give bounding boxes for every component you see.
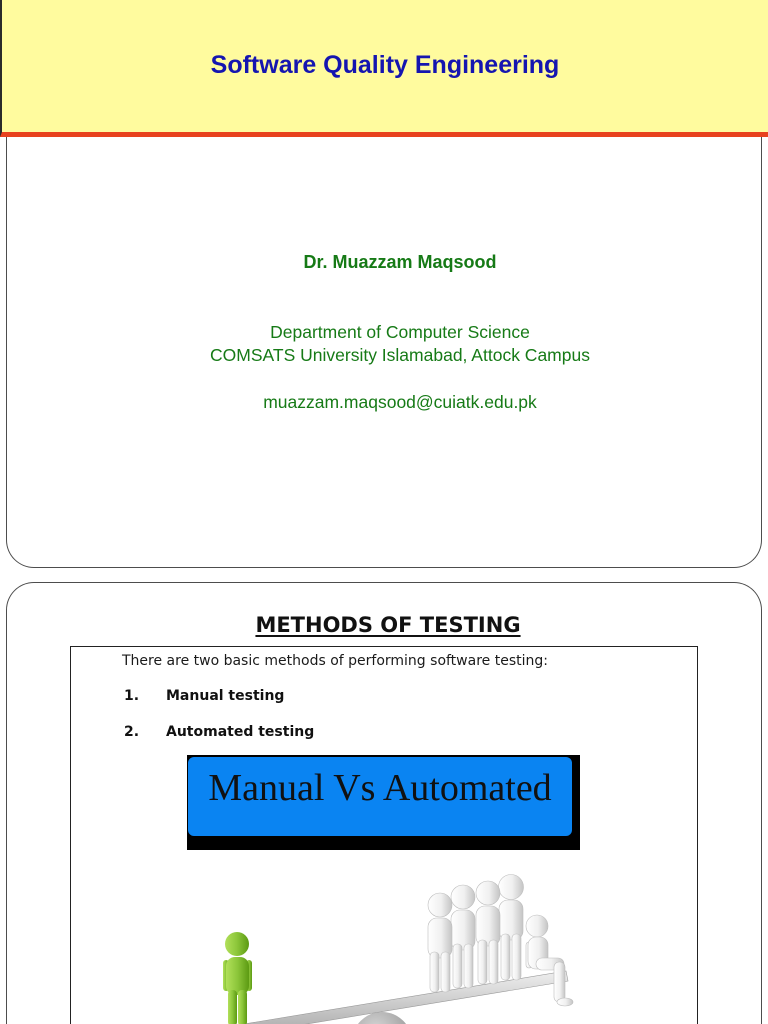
white-figure-head xyxy=(451,885,475,909)
list-item-label: Manual testing xyxy=(166,688,285,704)
white-figure-leg xyxy=(441,952,450,992)
white-figure-head xyxy=(526,915,548,937)
white-figure-leg xyxy=(453,944,462,988)
white-figure-leg xyxy=(489,940,498,984)
course-title: Software Quality Engineering xyxy=(210,51,560,79)
list-item-number: 2. xyxy=(124,724,140,740)
title-slide-header xyxy=(0,0,768,137)
white-figure xyxy=(476,881,500,984)
methods-slide-title: METHODS OF TESTING xyxy=(255,613,521,637)
manual-vs-automated-banner xyxy=(188,757,572,836)
white-figure xyxy=(499,875,524,981)
white-figure-leg xyxy=(512,934,521,980)
list-item xyxy=(71,723,697,741)
white-figure-head xyxy=(499,875,524,900)
white-figure-torso xyxy=(499,900,523,940)
list-item-label: Automated testing xyxy=(166,724,315,740)
list-item xyxy=(71,687,697,705)
green-figure-leg xyxy=(238,990,247,1024)
green-figure-head xyxy=(225,932,249,956)
department-name: Department of Computer Science xyxy=(270,322,530,342)
white-figure-head xyxy=(476,881,500,905)
institution-name: COMSATS University Islamabad, Attock Campus xyxy=(210,345,590,365)
white-figure-leg xyxy=(430,952,439,992)
green-figure xyxy=(223,932,252,1024)
white-figure-shin xyxy=(554,962,565,1002)
white-figure-leg xyxy=(501,934,510,980)
methods-content-box xyxy=(70,646,698,1024)
white-figure-leg xyxy=(478,940,487,984)
white-figure-torso xyxy=(476,906,500,946)
white-figure xyxy=(428,893,452,992)
sitting-white-figure xyxy=(526,915,573,1006)
white-figure-leg xyxy=(464,944,473,988)
green-figure-leg xyxy=(228,990,237,1024)
banner-text: Manual Vs Automated xyxy=(208,767,552,809)
white-figure-torso xyxy=(428,918,452,958)
white-figure xyxy=(451,885,475,988)
seesaw-illustration xyxy=(71,871,697,1024)
white-figure-torso xyxy=(451,910,475,950)
green-figure-torso xyxy=(226,957,249,995)
methods-intro-text: There are two basic methods of performing software testing: xyxy=(122,653,548,669)
white-figure-head xyxy=(428,893,452,917)
white-figure-foot xyxy=(557,998,573,1006)
author-email: muazzam.maqsood@cuiatk.edu.pk xyxy=(263,392,537,412)
author-name: Dr. Muazzam Maqsood xyxy=(303,252,497,272)
list-item-number: 1. xyxy=(124,688,140,704)
